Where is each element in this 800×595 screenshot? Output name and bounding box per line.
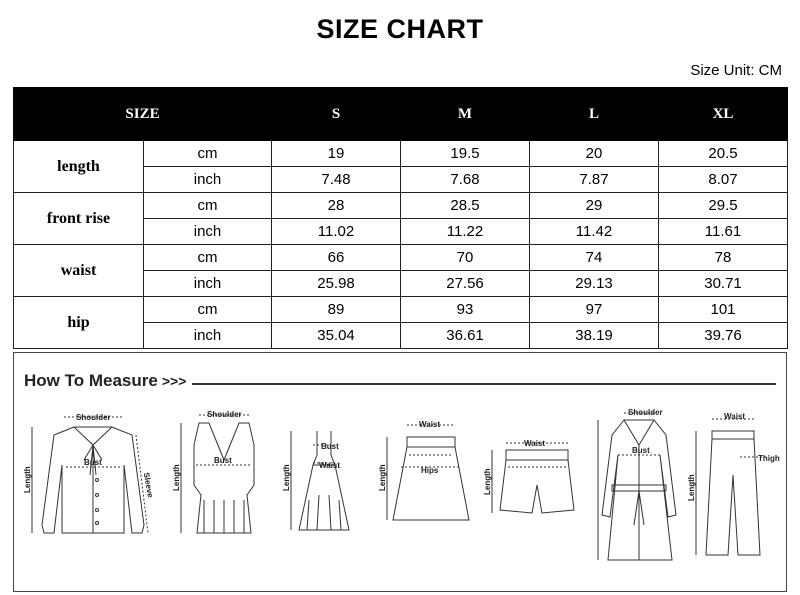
pants-diagram bbox=[684, 405, 784, 585]
divider bbox=[192, 383, 776, 385]
table-cell: 11.42 bbox=[530, 219, 659, 245]
table-row bbox=[14, 141, 788, 167]
thigh-label: Thigh bbox=[758, 454, 780, 463]
table-row bbox=[14, 245, 788, 271]
length-label: Length bbox=[378, 464, 387, 491]
table-cell: 19.5 bbox=[401, 141, 530, 167]
length-label: Length bbox=[282, 464, 291, 491]
shoulder-label: Shoulder bbox=[76, 413, 111, 422]
table-cell: 8.07 bbox=[659, 167, 788, 193]
size-table bbox=[13, 87, 788, 349]
length-label: Length bbox=[23, 466, 32, 493]
table-cell: 93 bbox=[401, 297, 530, 323]
table-cell: 11.22 bbox=[401, 219, 530, 245]
table-cell: 30.71 bbox=[659, 271, 788, 297]
arrows-icon: >>> bbox=[161, 373, 187, 389]
waist-label: Waist bbox=[419, 420, 441, 429]
row-label: length bbox=[14, 141, 144, 193]
shorts-diagram bbox=[484, 405, 594, 585]
unit-cm: cm bbox=[144, 193, 272, 219]
unit-cm: cm bbox=[144, 141, 272, 167]
table-cell: 74 bbox=[530, 245, 659, 271]
header-xl: XL bbox=[659, 88, 788, 141]
waist-label: Waist bbox=[524, 439, 546, 448]
table-cell: 70 bbox=[401, 245, 530, 271]
table-cell: 36.61 bbox=[401, 323, 530, 349]
waist-label: Waist bbox=[724, 412, 746, 421]
waist-label: Waist bbox=[319, 461, 341, 470]
header-size: SIZE bbox=[14, 88, 272, 141]
size-unit-note: Size Unit: CM bbox=[690, 62, 782, 79]
row-label: front rise bbox=[14, 193, 144, 245]
skirt-diagram bbox=[379, 405, 479, 585]
table-cell: 29.5 bbox=[659, 193, 788, 219]
row-label: hip bbox=[14, 297, 144, 349]
bust-label: Bust bbox=[632, 446, 650, 455]
hips-label: Hips bbox=[421, 466, 439, 475]
length-label: Length bbox=[483, 468, 492, 495]
table-header-row bbox=[14, 88, 788, 141]
table-cell: 7.48 bbox=[272, 167, 401, 193]
blouse-diagram bbox=[24, 405, 164, 585]
table-cell: 7.87 bbox=[530, 167, 659, 193]
table-cell: 20.5 bbox=[659, 141, 788, 167]
length-label: Length bbox=[687, 474, 696, 501]
table-cell: 29.13 bbox=[530, 271, 659, 297]
unit-inch: inch bbox=[144, 323, 272, 349]
table-cell: 97 bbox=[530, 297, 659, 323]
table-cell: 19 bbox=[272, 141, 401, 167]
table-cell: 35.04 bbox=[272, 323, 401, 349]
table-cell: 28 bbox=[272, 193, 401, 219]
table-cell: 28.5 bbox=[401, 193, 530, 219]
table-row bbox=[14, 297, 788, 323]
table-cell: 66 bbox=[272, 245, 401, 271]
table-cell: 25.98 bbox=[272, 271, 401, 297]
table-cell: 20 bbox=[530, 141, 659, 167]
unit-cm: cm bbox=[144, 245, 272, 271]
bust-label: Bust bbox=[214, 456, 232, 465]
table-cell: 11.02 bbox=[272, 219, 401, 245]
table-cell: 11.61 bbox=[659, 219, 788, 245]
how-to-measure-panel bbox=[13, 352, 787, 592]
header-l: L bbox=[530, 88, 659, 141]
shoulder-label: Shoulder bbox=[207, 410, 242, 419]
table-cell: 89 bbox=[272, 297, 401, 323]
length-label: Length bbox=[172, 464, 181, 491]
unit-cm: cm bbox=[144, 297, 272, 323]
header-s: S bbox=[272, 88, 401, 141]
bust-label: Bust bbox=[84, 458, 102, 467]
shoulder-label: Shoulder bbox=[628, 408, 663, 417]
coat-diagram bbox=[594, 405, 684, 585]
bust-label: Bust bbox=[321, 442, 339, 451]
table-cell: 29 bbox=[530, 193, 659, 219]
unit-inch: inch bbox=[144, 271, 272, 297]
row-label: waist bbox=[14, 245, 144, 297]
table-cell: 27.56 bbox=[401, 271, 530, 297]
header-m: M bbox=[401, 88, 530, 141]
how-to-measure-heading bbox=[24, 371, 186, 391]
table-cell: 78 bbox=[659, 245, 788, 271]
table-cell: 101 bbox=[659, 297, 788, 323]
tank-top-diagram bbox=[169, 405, 269, 585]
unit-inch: inch bbox=[144, 167, 272, 193]
sleeve-label: Sleeve bbox=[141, 471, 155, 499]
table-cell: 7.68 bbox=[401, 167, 530, 193]
dress-diagram bbox=[279, 405, 369, 585]
table-cell: 39.76 bbox=[659, 323, 788, 349]
how-to-measure-title: How To Measure bbox=[24, 371, 158, 390]
table-row bbox=[14, 193, 788, 219]
unit-inch: inch bbox=[144, 219, 272, 245]
table-cell: 38.19 bbox=[530, 323, 659, 349]
page-title: SIZE CHART bbox=[316, 14, 484, 44]
